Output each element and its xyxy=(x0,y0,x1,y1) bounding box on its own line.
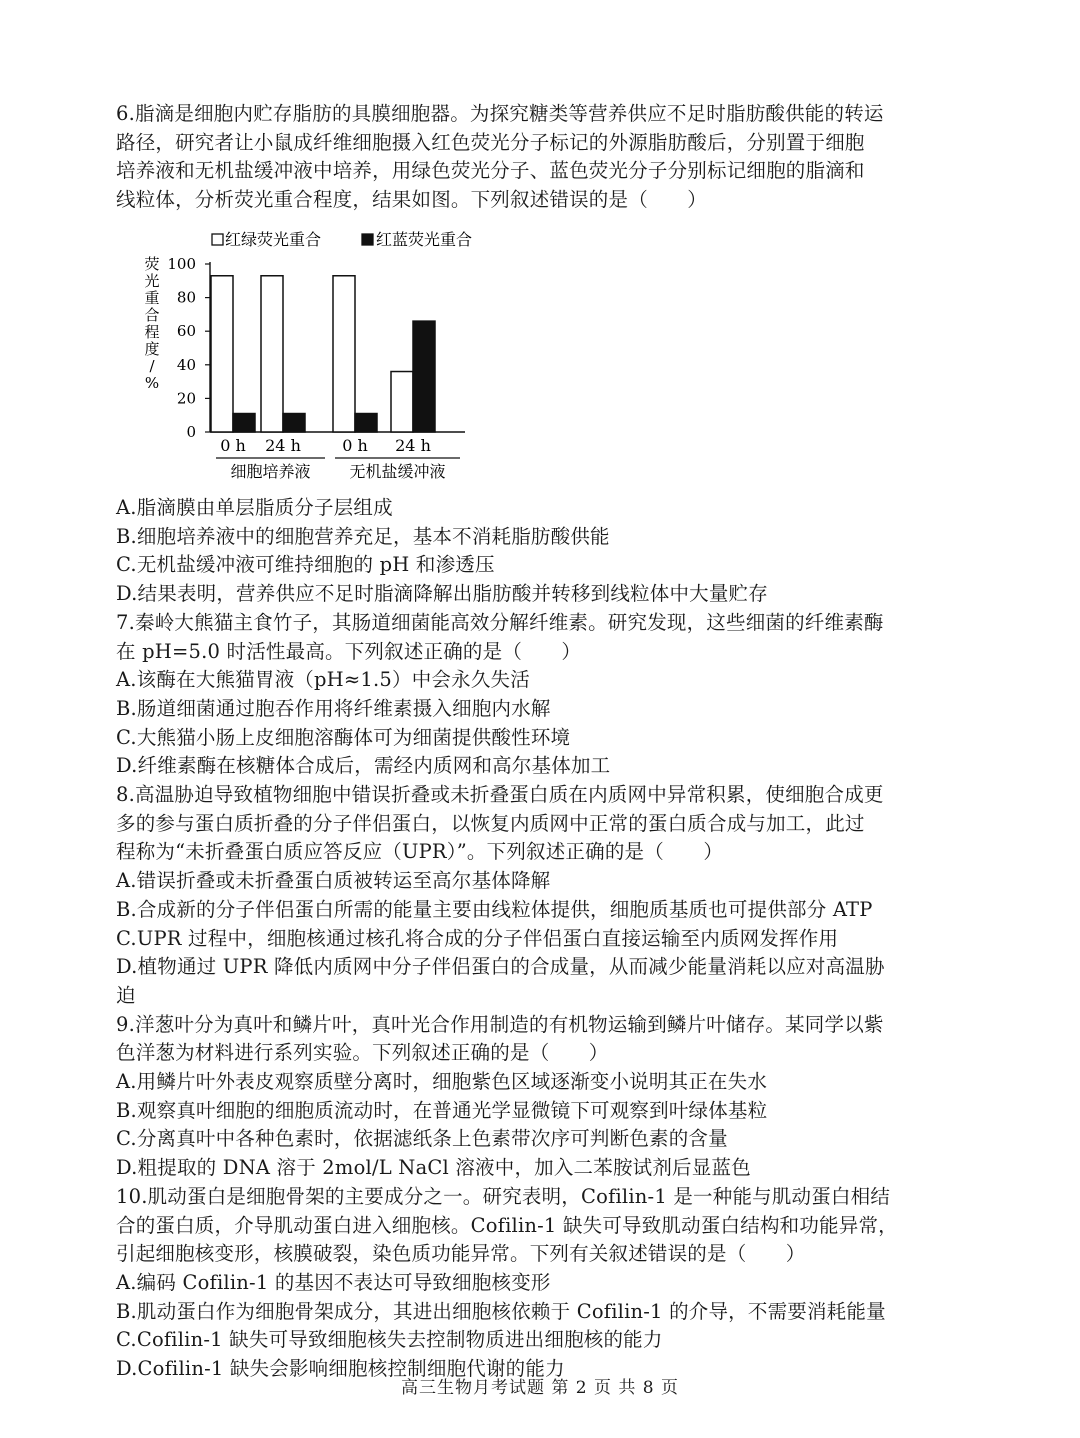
bar-red-green xyxy=(333,276,355,432)
text-line: C.Cofilin-1 缺失可导致细胞核失去控制物质进出细胞核的能力 xyxy=(116,1328,663,1352)
text-line: D.植物通过 UPR 降低内质网中分子伴侣蛋白的合成量，从而减少能量消耗以应对高温胁 xyxy=(116,955,885,979)
bar-red-blue xyxy=(355,414,377,432)
y-axis-label-char: 度 xyxy=(144,340,160,358)
legend-swatch-filled xyxy=(362,234,373,245)
legend-label: 红绿荧光重合 xyxy=(225,230,322,249)
y-tick-label: 80 xyxy=(176,288,196,307)
text-line: 7.秦岭大熊猫主食竹子，其肠道细菌能高效分解纤维素。研究发现，这些细菌的纤维素酶 xyxy=(116,610,884,634)
questions-7-10 xyxy=(116,609,966,1384)
bar-red-blue xyxy=(233,414,255,432)
text-line: B.肌动蛋白作为细胞骨架成分，其进出细胞核依赖于 Cofilin-1 的介导，不需要消耗能量 xyxy=(116,1299,886,1323)
question-6-stem xyxy=(116,100,966,215)
text-line: 色洋葱为材料进行系列实验。下列叙述正确的是（ ） xyxy=(116,1041,609,1065)
x-tick-label: 0 h xyxy=(220,436,246,455)
text-line: C.UPR 过程中，细胞核通过核孔将合成的分子伴侣蛋白直接运输至内质网发挥作用 xyxy=(116,926,839,950)
text-line: C.大熊猫小肠上皮细胞溶酶体可为细菌提供酸性环境 xyxy=(116,725,571,749)
text-line: D.粗提取的 DNA 溶于 2mol/L NaCl 溶液中，加入二苯胺试剂后显蓝色 xyxy=(116,1156,751,1180)
text-line: C.分离真叶中各种色素时，依据滤纸条上色素带次序可判断色素的含量 xyxy=(116,1127,728,1151)
question-6-options xyxy=(116,494,966,1384)
text-line: 线粒体，分析荧光重合程度，结果如图。下列叙述错误的是（ ） xyxy=(116,188,708,212)
text-line: 9.洋葱叶分为真叶和鳞片叶，真叶光合作用制造的有机物运输到鳞片叶储存。某同学以紫 xyxy=(116,1012,884,1036)
bar-red-blue xyxy=(283,414,305,432)
y-axis-label xyxy=(144,255,159,392)
group-label: 细胞培养液 xyxy=(230,462,311,480)
text-line: 多的参与蛋白质折叠的分子伴侣蛋白，以恢复内质网中正常的蛋白质合成与加工，此过 xyxy=(116,811,865,835)
text-line: 引起细胞核变形，核膜破裂，染色质功能异常。下列有关叙述错误的是（ ） xyxy=(116,1242,806,1266)
text-line: 路径，研究者让小鼠成纤维细胞摄入红色荧光分子标记的外源脂肪酸后，分别置于细胞 xyxy=(116,130,865,154)
text-line: 程称为“未折叠蛋白质应答反应（UPR）”。下列叙述正确的是（ ） xyxy=(116,840,724,864)
legend-label: 红蓝荧光重合 xyxy=(376,230,473,249)
chart-bars xyxy=(211,276,435,432)
y-axis-label-char: 光 xyxy=(144,272,160,290)
bar-red-green xyxy=(211,276,233,432)
text-line: B.观察真叶细胞的细胞质流动时，在普通光学显微镜下可观察到叶绿体基粒 xyxy=(116,1098,768,1122)
x-tick-label: 24 h xyxy=(265,436,301,455)
text-line: B.合成新的分子伴侣蛋白所需的能量主要由线粒体提供，细胞质基质也可提供部分 ATP xyxy=(116,897,873,921)
bar-red-blue xyxy=(413,321,435,432)
text-line: A.用鳞片叶外表皮观察质壁分离时，细胞紫色区域逐渐变小说明其正在失水 xyxy=(116,1070,768,1094)
text-line: B.肠道细菌通过胞吞作用将纤维素摄入细胞内水解 xyxy=(116,696,551,720)
page-footer: 高三生物月考试题 第 2 页 共 8 页 xyxy=(400,1378,680,1398)
option-d: D.结果表明，营养供应不足时脂滴降解出脂肪酸并转移到线粒体中大量贮存 xyxy=(116,582,768,606)
y-tick-label: 100 xyxy=(167,255,196,273)
y-axis-label-char: 荧 xyxy=(144,255,160,273)
x-tick-label: 0 h xyxy=(342,436,368,455)
text-line: 在 pH=5.0 时活性最高。下列叙述正确的是（ ） xyxy=(116,639,582,663)
option-c: C.无机盐缓冲液可维持细胞的 pH 和渗透压 xyxy=(116,553,495,577)
text-line: A.该酶在大熊猫胃液（pH≈1.5）中会永久失活 xyxy=(116,668,530,692)
option-a: A.脂滴膜由单层脂质分子层组成 xyxy=(116,496,393,519)
legend-swatch-open xyxy=(212,234,223,245)
option-b: B.细胞培养液中的细胞营养充足，基本不消耗脂肪酸供能 xyxy=(116,524,610,548)
x-tick-label: 24 h xyxy=(395,436,431,455)
bar-red-green xyxy=(391,372,413,432)
text-line: D.Cofilin-1 缺失会影响细胞核控制细胞代谢的能力 xyxy=(116,1357,565,1381)
y-tick-label: 0 xyxy=(186,423,196,441)
text-line: 6.脂滴是细胞内贮存脂肪的具膜细胞器。为探究糖类等营养供应不足时脂肪酸供能的转运 xyxy=(116,102,884,125)
bar-chart xyxy=(130,225,520,480)
text-line: 合的蛋白质，介导肌动蛋白进入细胞核。Cofilin-1 缺失可导致肌动蛋白结构和功能异常， xyxy=(116,1213,898,1237)
text-line: 8.高温胁迫导致植物细胞中错误折叠或未折叠蛋白质在内质网中异常积累，使细胞合成更 xyxy=(116,783,884,807)
y-axis-label-char: / xyxy=(149,357,155,375)
bar-red-green xyxy=(261,276,283,432)
y-tick-label: 60 xyxy=(176,322,196,341)
y-tick-label: 20 xyxy=(176,389,196,408)
text-line: 培养液和无机盐缓冲液中培养，用绿色荧光分子、蓝色荧光分子分别标记细胞的脂滴和 xyxy=(116,159,865,183)
y-axis-label-char: 重 xyxy=(144,289,160,307)
bar-chart-svg xyxy=(130,225,520,480)
text-line: 10.肌动蛋白是细胞骨架的主要成分之一。研究表明，Cofilin-1 是一种能与肌动蛋白相结 xyxy=(116,1184,891,1208)
text-line: D.纤维素酶在核糖体合成后，需经内质网和高尔基体加工 xyxy=(116,754,611,778)
y-axis-label-char: % xyxy=(144,374,160,392)
y-tick-label: 40 xyxy=(176,355,196,374)
text-line: A.编码 Cofilin-1 的基因不表达可导致细胞核变形 xyxy=(116,1270,551,1294)
chart-legend xyxy=(212,230,472,249)
y-axis-label-char: 程 xyxy=(144,323,160,341)
text-line: A.错误折叠或未折叠蛋白质被转运至高尔基体降解 xyxy=(116,869,551,893)
y-axis-label-char: 合 xyxy=(144,306,160,324)
group-label: 无机盐缓冲液 xyxy=(349,462,446,480)
text-line: 迫 xyxy=(116,983,136,1007)
